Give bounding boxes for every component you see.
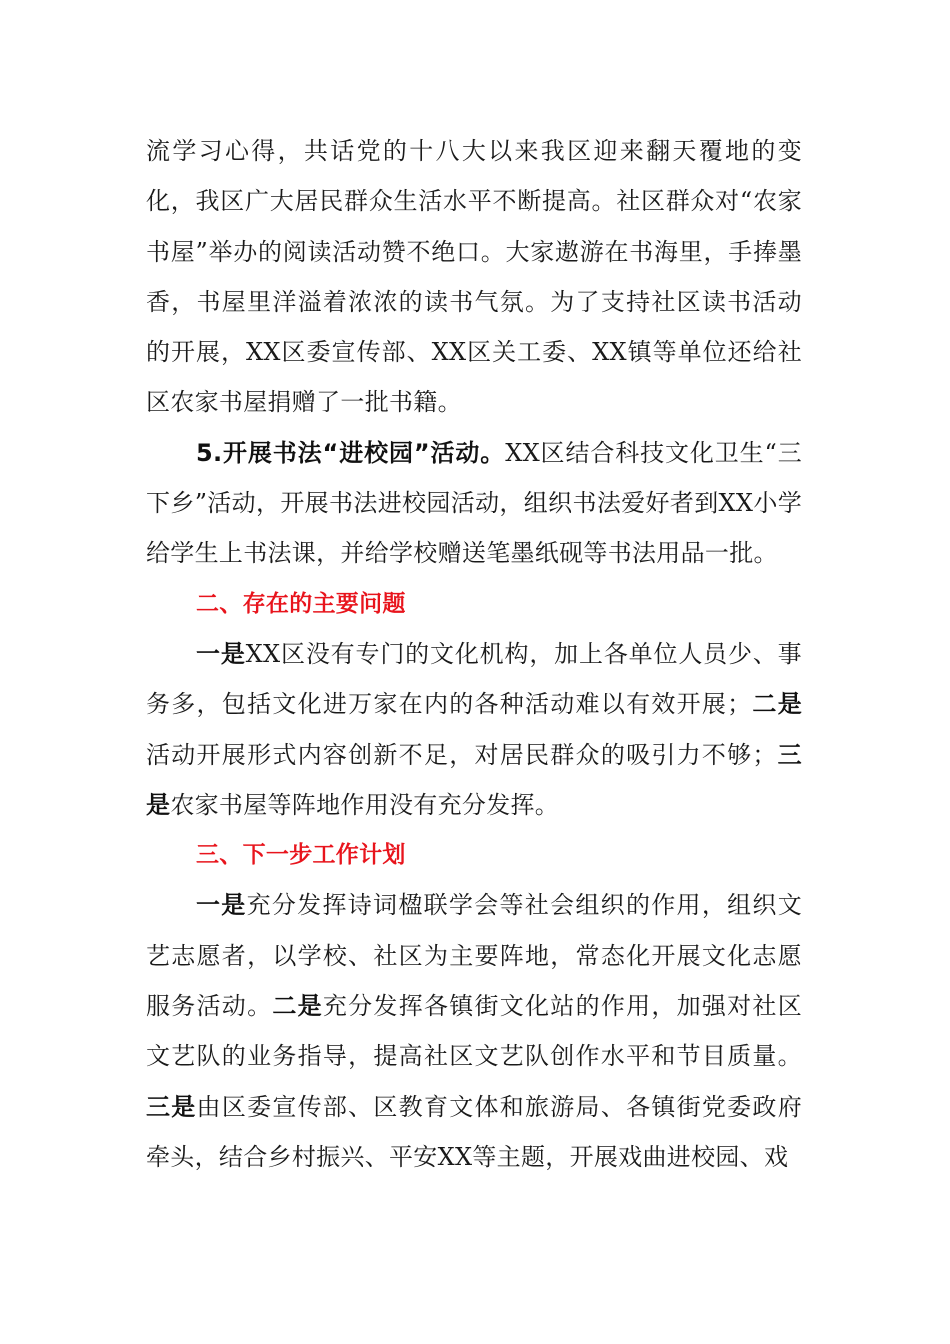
point-label: 三是 — [146, 1092, 197, 1121]
point-label: 一是 — [196, 891, 247, 920]
paragraph-plan — [146, 880, 802, 1182]
document-page — [146, 126, 802, 1182]
paragraph-calligraphy — [146, 428, 802, 579]
point-label: 二是 — [272, 992, 323, 1021]
point-text: 充分发挥诗词楹联学会等社会组织的作用，组织文艺志愿者，以学校、社区为主要阵地，常态化开展文化志愿服务活动。 — [146, 891, 802, 1021]
point-label: 二是 — [751, 690, 802, 719]
section-heading-plan: 三、下一步工作计划 — [196, 842, 406, 869]
point-label: 一是 — [196, 639, 246, 668]
item-title: 5.开展书法“进校园”活动。 — [196, 438, 506, 467]
paragraph-text: 流学习心得，共话党的十八大以来我区迎来翻天覆地的变化，我区广大居民群众生活水平不断提高。社区群众对“农家书屋”举办的阅读活动赞不绝口。大家遨游在书海里，手捧墨香，书屋里洋溢着浓浓的读书气氛。为了支持社区读书活动的开展，XX区委宣传部、XX区关工委、XX镇等单位还给社区农家书屋捐赠了一批书籍。 — [146, 137, 802, 417]
point-text: 活动开展形式内容创新不足，对居民群众的吸引力不够； — [146, 740, 777, 769]
paragraph-text: XX区结合科技文化卫生“三下乡”活动，开展书法进校园活动，组织书法爱好者到XX小学给学生上书法课，并给学校赠送笔墨纸砚等书法用品一批。 — [146, 438, 803, 568]
point-text: 充分发挥各镇街文化站的作用，加强对社区文艺队的业务指导，提高社区文艺队创作水平和节目质量。 — [146, 992, 803, 1071]
point-text: 由区委宣传部、区教育文体和旅游局、各镇街党委政府牵头，结合乡村振兴、平安XX等主题，开展戏曲进校园、戏 — [146, 1092, 802, 1171]
point-text: XX区没有专门的文化机构，加上各单位人员少、事务多，包括文化进万家在内的各种活动难以有效开展； — [146, 639, 802, 719]
point-label: 三是 — [146, 740, 802, 819]
paragraph-problems — [146, 629, 802, 830]
paragraph-reading-activities — [146, 126, 802, 428]
section-heading-problems: 二、存在的主要问题 — [196, 590, 406, 617]
point-text: 农家书屋等阵地作用没有充分发挥。 — [170, 790, 560, 819]
